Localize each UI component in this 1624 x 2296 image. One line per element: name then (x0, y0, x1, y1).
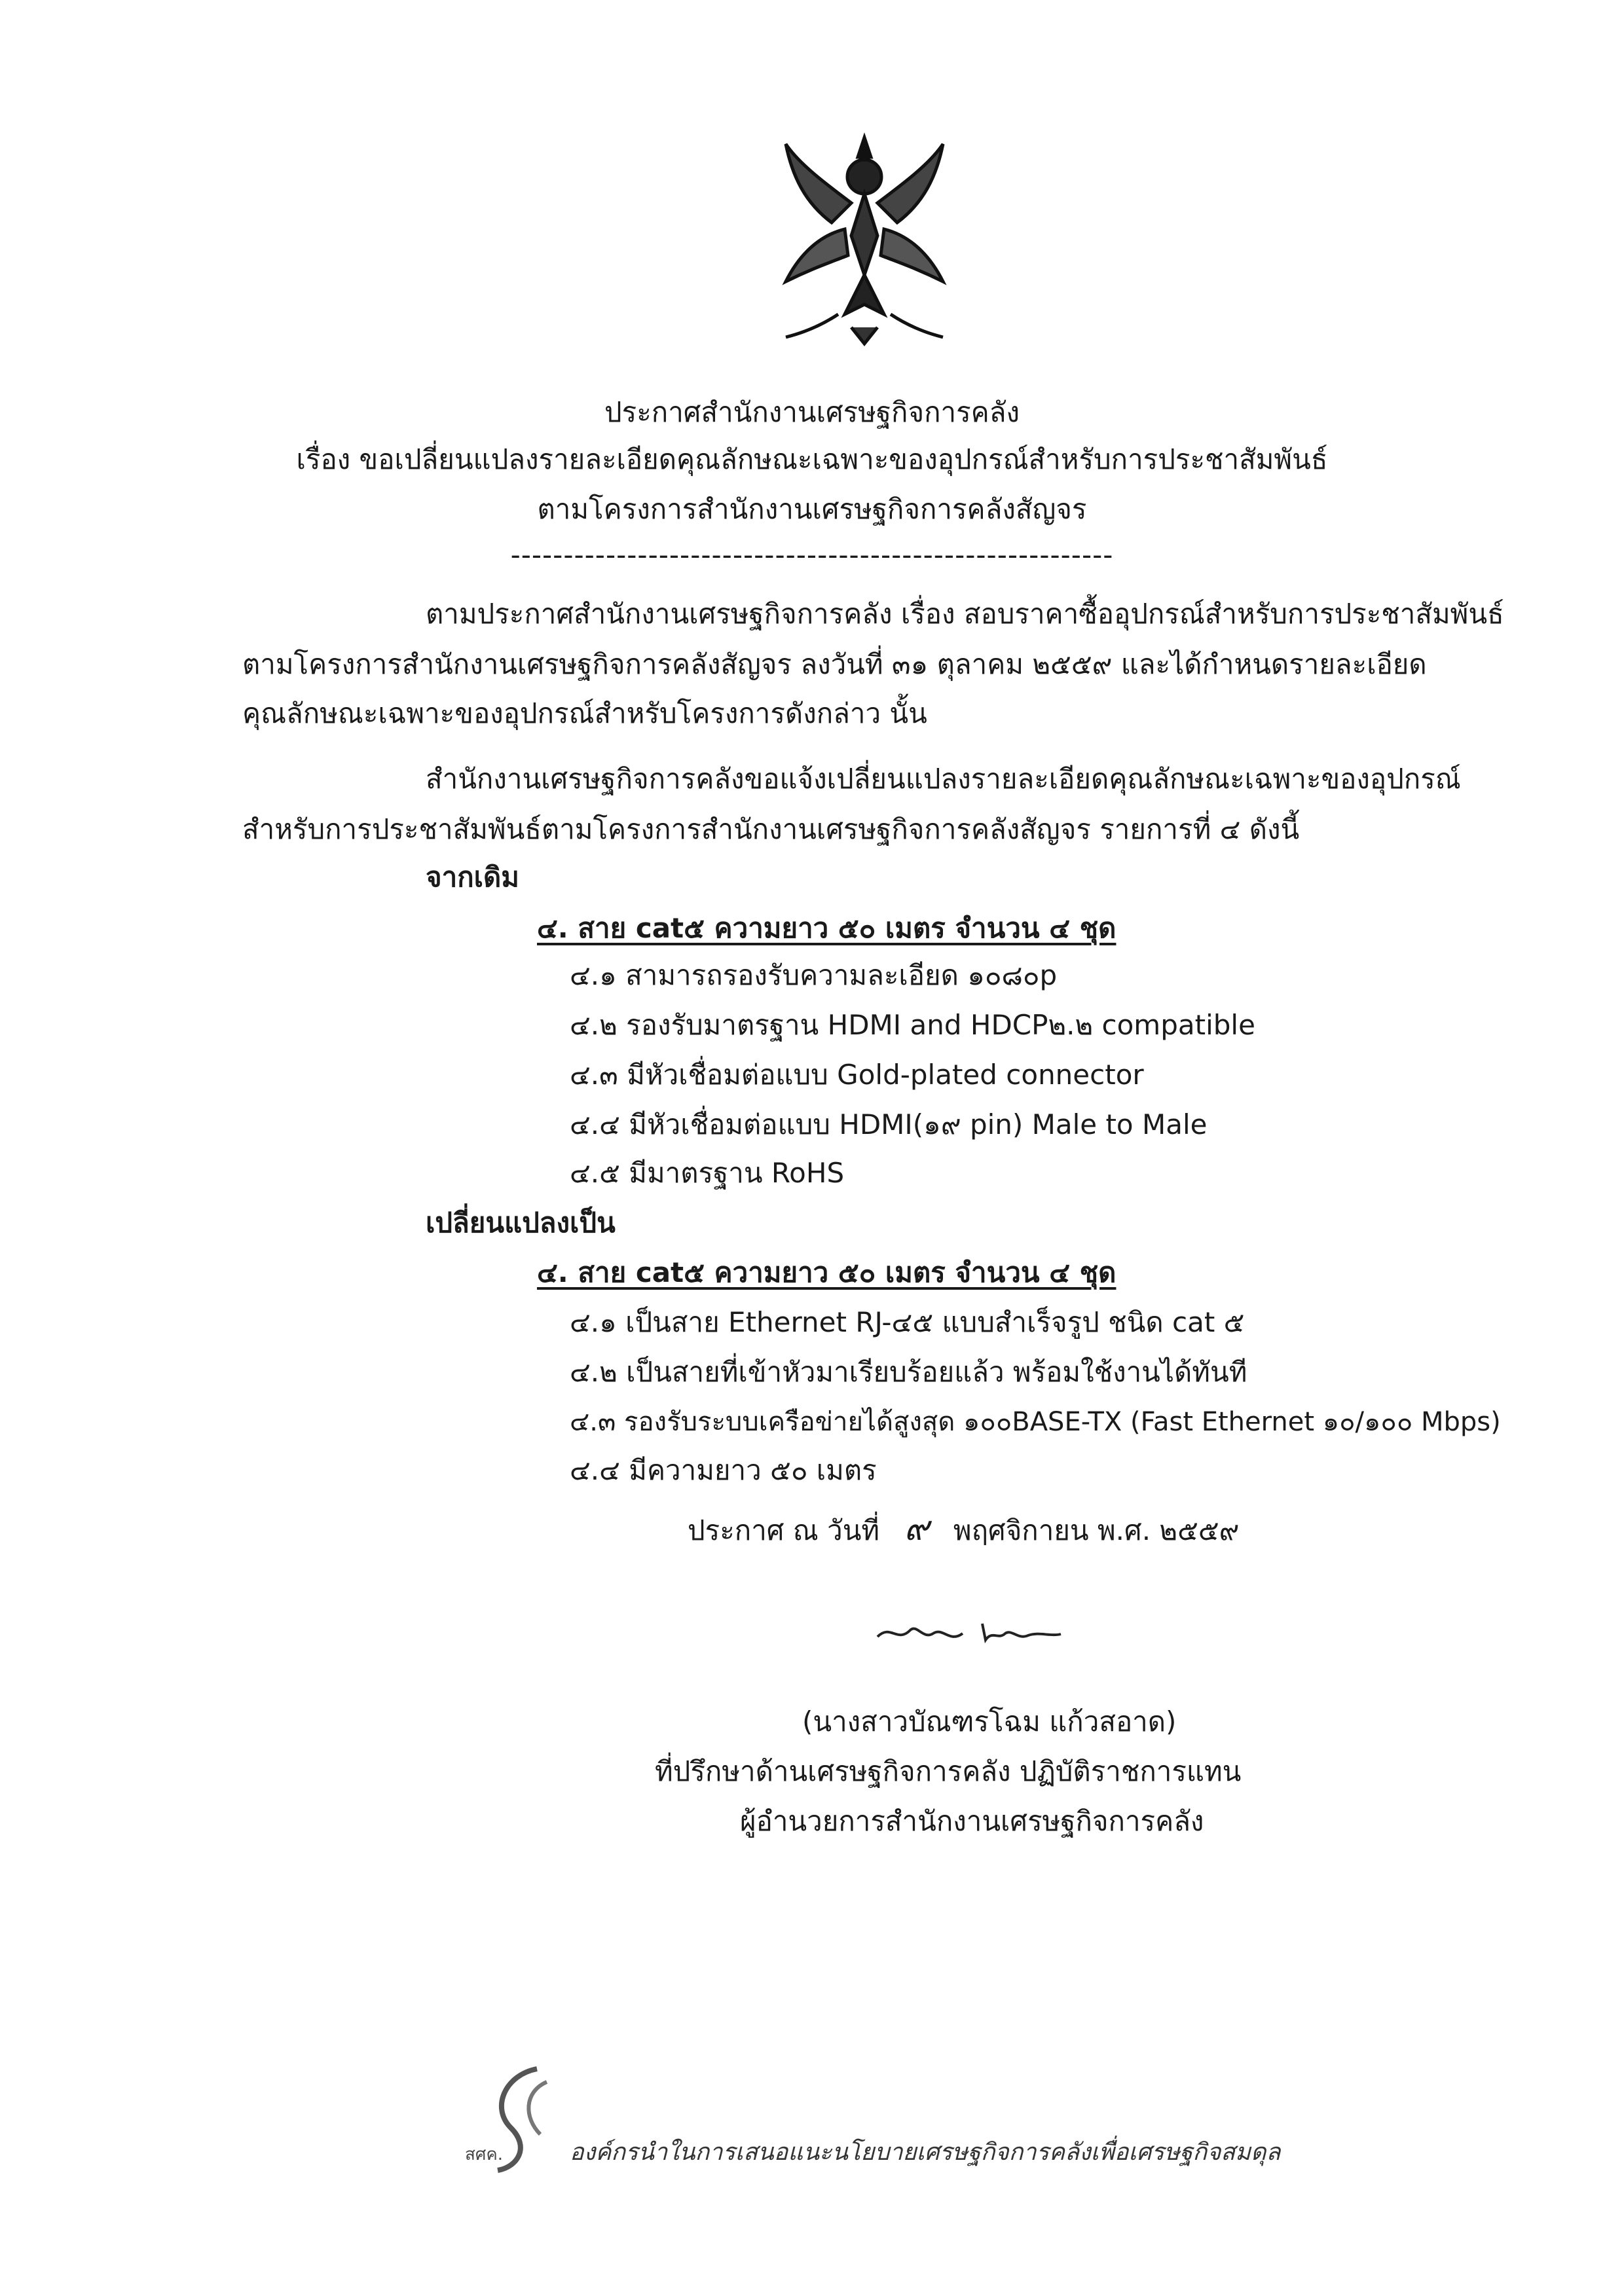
from-item-5: ๔.๕ มีมาตรฐาน RoHS (570, 1157, 845, 1189)
from-item-4: ๔.๔ มีหัวเชื่อมต่อแบบ HDMI(๑๙ pin) Male to Male (570, 1108, 1208, 1140)
from-item-2: ๔.๒ รองรับมาตรฐาน HDMI and HDCP๒.๒ compatible (570, 1009, 1255, 1041)
to-item-1: ๔.๑ เป็นสาย Ethernet RJ-๔๕ แบบสำเร็จรูป ชนิด cat ๕ (570, 1306, 1245, 1338)
announce-prefix: ประกาศ ณ วันที่ (688, 1514, 880, 1546)
to-label: เปลี่ยนแปลงเป็น (426, 1207, 616, 1239)
fpo-logo-icon (458, 2062, 563, 2174)
from-label: จากเดิม (426, 861, 519, 893)
paragraph-2-line-2: สำหรับการประชาสัมพันธ์ตามโครงการสำนักงานเศรษฐกิจการคลังสัญจร รายการที่ ๔ ดังนี้ (242, 813, 1300, 845)
footer-slogan: องค์กรนำในการเสนอแนะนโยบายเศรษฐกิจการคลังเพื่อเศรษฐกิจสมดุล (570, 2139, 1281, 2166)
signer-name: (นางสาวบัณฑรโฉม แก้วสอาด) (802, 1705, 1177, 1738)
fpo-logo-text: สศค. (465, 2145, 504, 2164)
announcement-title: ประกาศสำนักงานเศรษฐกิจการคลัง (604, 396, 1020, 428)
garuda-emblem-icon (773, 124, 956, 347)
signer-position-1: ที่ปรึกษาด้านเศรษฐกิจการคลัง ปฏิบัติราชการแทน (655, 1755, 1242, 1787)
to-item-4: ๔.๔ มีความยาว ๕๐ เมตร (570, 1454, 877, 1486)
announce-day: ๙ (904, 1509, 929, 1548)
paragraph-1-line-1: ตามประกาศสำนักงานเศรษฐกิจการคลัง เรื่อง สอบราคาซื้ออุปกรณ์สำหรับการประชาสัมพันธ์ (426, 598, 1504, 630)
announcement-subject: เรื่อง ขอเปลี่ยนแปลงรายละเอียดคุณลักษณะเฉพาะของอุปกรณ์สำหรับการประชาสัมพันธ์ (296, 443, 1328, 475)
paragraph-1-line-2: ตามโครงการสำนักงานเศรษฐกิจการคลังสัญจร ลงวันที่ ๓๑ ตุลาคม ๒๕๕๙ และได้กำหนดรายละเอียด (242, 648, 1427, 680)
paragraph-2-line-1: สำนักงานเศรษฐกิจการคลังขอแจ้งเปลี่ยนแปลงรายละเอียดคุณลักษณะเฉพาะของอุปกรณ์ (426, 763, 1461, 795)
signature-mark (871, 1604, 1067, 1656)
announcement-project: ตามโครงการสำนักงานเศรษฐกิจการคลังสัญจร (537, 493, 1087, 525)
to-item-2: ๔.๒ เป็นสายที่เข้าหัวมาเรียบร้อยแล้ว พร้อมใช้งานได้ทันที (570, 1356, 1247, 1388)
from-item-1: ๔.๑ สามารถรองรับความละเอียด ๑๐๘๐p (570, 959, 1058, 991)
from-item-title: ๔. สาย cat๕ ความยาว ๕๐ เมตร จำนวน ๔ ชุด (537, 912, 1116, 944)
to-item-title: ๔. สาย cat๕ ความยาว ๕๐ เมตร จำนวน ๔ ชุด (537, 1256, 1116, 1288)
paragraph-1-line-3: คุณลักษณะเฉพาะของอุปกรณ์สำหรับโครงการดังกล่าว นั้น (242, 697, 927, 729)
from-item-3: ๔.๓ มีหัวเชื่อมต่อแบบ Gold-plated connector (570, 1059, 1144, 1091)
signer-position-2: ผู้อำนวยการสำนักงานเศรษฐกิจการคลัง (740, 1805, 1204, 1837)
announce-suffix: พฤศจิกายน พ.ศ. ๒๕๕๙ (953, 1514, 1240, 1546)
separator-line: --------------------------------------------------------- (510, 539, 1114, 571)
announce-date (688, 1509, 1239, 1550)
to-item-3: ๔.๓ รองรับระบบเครือข่ายได้สูงสุด ๑๐๐BASE-TX (Fast Ethernet ๑๐/๑๐๐ Mbps) (570, 1407, 1501, 1437)
